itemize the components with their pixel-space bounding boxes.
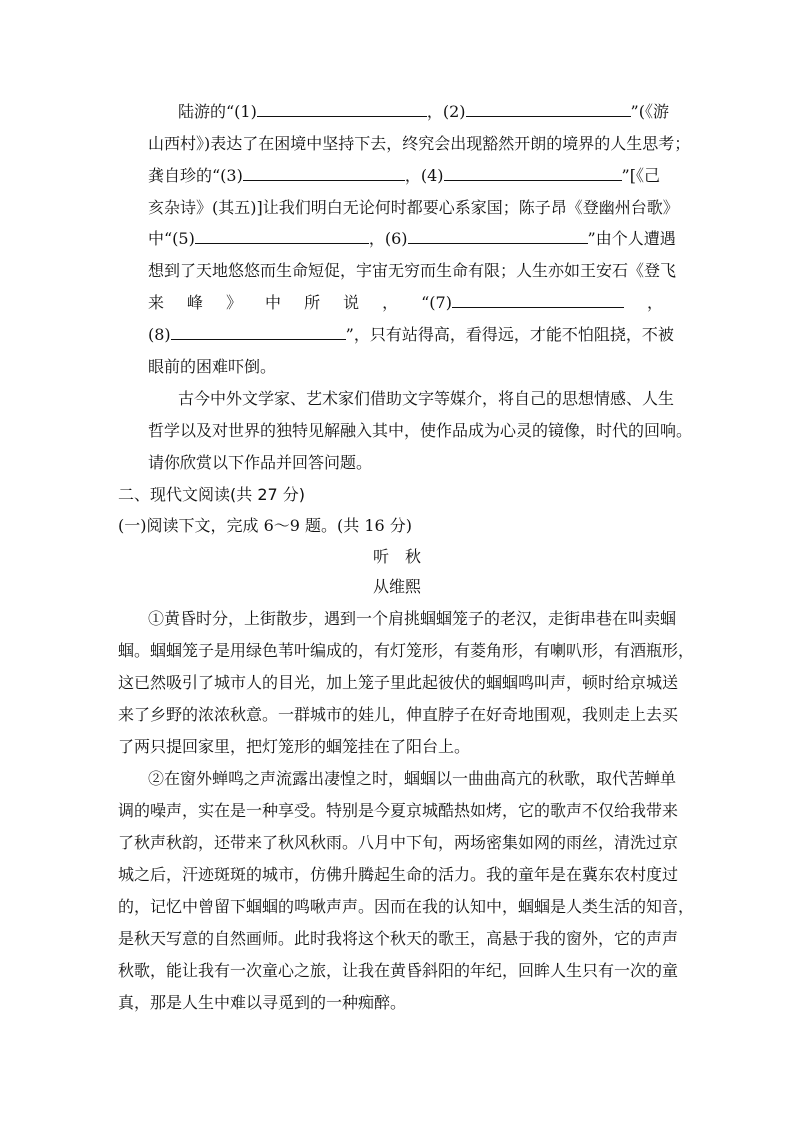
poetry-line-3 <box>148 166 660 186</box>
poetry-char: 来 <box>148 293 165 312</box>
poetry-char: ， <box>646 293 663 312</box>
article-title: 听 秋 <box>372 547 421 566</box>
answer-blank-6[interactable] <box>408 229 588 244</box>
poetry-text: 龚自珍的“(3) <box>148 166 243 185</box>
answer-blank-4[interactable] <box>444 166 622 181</box>
poetry-text: “(7) <box>421 293 452 312</box>
article-p2-line: 调的噪声，实在是一种享受。特别是今夏京城酷热如烤，它的歌声不仅给我带来 <box>118 801 679 820</box>
article-p2-line: ②在窗外蝉鸣之声流露出凄惶之时，蝈蝈以一曲曲高亢的秋歌，取代苦蝉单 <box>148 769 677 788</box>
article-p2-line: 的，记忆中曾留下蝈蝈的鸣啾声声。因而在我的认知中，蝈蝈是人类生活的知音， <box>118 897 695 916</box>
subsection-heading: (一)阅读下文，完成 6～9 题。(共 16 分) <box>118 516 413 535</box>
article-p1-line: 蝈。蝈蝈笼子是用绿色苇叶编成的，有灯笼形，有菱角形，有喇叭形，有酒瓶形， <box>118 641 695 660</box>
poetry-text: (8) <box>148 325 171 344</box>
answer-blank-5[interactable] <box>195 229 369 244</box>
poetry-char: ， <box>382 293 399 312</box>
answer-blank-7[interactable] <box>452 293 624 308</box>
article-p2-line: 真，那是人生中难以寻觅到的一种痴醉。 <box>118 993 407 1012</box>
poetry-line-9: 眼前的困难吓倒。 <box>148 357 277 376</box>
poetry-text: ”[《己 <box>621 166 660 185</box>
poetry-text: ”由个人遭遇 <box>587 229 676 248</box>
intro-line-3: 请你欣赏以下作品并回答问题。 <box>148 453 373 472</box>
poetry-char: 峰 <box>187 293 204 312</box>
poetry-text: ，(4) <box>404 166 444 185</box>
poetry-blank-group <box>421 293 624 313</box>
poetry-text: ，(6) <box>368 229 408 248</box>
article-p1-line: ①黄昏时分，上街散步，遇到一个肩挑蝈蝈笼子的老汉，走街串巷在叫卖蝈 <box>148 609 677 628</box>
article-author: 从维熙 <box>372 577 421 596</box>
article-p2-line: 了秋声秋韵，还带来了秋风秋雨。八月中下旬，两场密集如网的雨丝，清洗过京 <box>118 833 679 852</box>
poetry-text: ”(《游 <box>630 102 669 121</box>
poetry-char: 》 <box>226 293 243 312</box>
answer-blank-3[interactable] <box>243 166 405 181</box>
article-p2-line: 是秋天写意的自然画师。此时我将这个秋天的歌王，高悬于我的窗外，它的声声 <box>118 929 679 948</box>
poetry-char: 中 <box>265 293 282 312</box>
intro-line-2: 哲学以及对世界的独特见解融入其中，使作品成为心灵的镜像，时代的回响。 <box>148 421 693 440</box>
article-p1-line: 了两只提回家里，把灯笼形的蝈笼挂在了阳台上。 <box>118 737 471 756</box>
poetry-char: 说 <box>343 293 360 312</box>
poetry-line-6: 想到了天地悠悠而生命短促，宇宙无穷而生命有限；人生亦如王安石《登飞 <box>148 261 677 280</box>
poetry-line-4: 亥杂诗》(其五)]让我们明白无论何时都要心系家国；陈子昂《登幽州台歌》 <box>148 198 679 217</box>
article-p2-line: 城之后，汗迹斑斑的城市，仿佛升腾起生命的活力。我的童年是在冀东农村度过 <box>118 865 679 884</box>
article-p1-line: 来了乡野的浓浓秋意。一群城市的娃儿，伸直脖子在好奇地围观，我则走上去买 <box>118 705 679 724</box>
answer-blank-1[interactable] <box>257 102 427 117</box>
poetry-text: 中“(5) <box>148 229 195 248</box>
poetry-text: ，(2) <box>426 102 466 121</box>
poetry-line-8 <box>148 325 674 345</box>
poetry-text: ”，只有站得高，看得远，才能不怕阻挠，不被 <box>345 325 674 344</box>
answer-blank-8[interactable] <box>171 325 346 340</box>
poetry-char: 所 <box>304 293 321 312</box>
poetry-line-5 <box>148 229 676 249</box>
article-p2-line: 秋歌，能让我有一次童心之旅，让我在黄昏斜阳的年纪，回眸人生只有一次的童 <box>118 961 679 980</box>
intro-line-1: 古今中外文学家、艺术家们借助文字等媒介，将自己的思想情感、人生 <box>178 389 675 408</box>
poetry-line-7 <box>148 293 663 313</box>
poetry-line-2: 山西村》)表达了在困境中坚持下去，终究会出现豁然开朗的境界的人生思考； <box>148 134 691 153</box>
article-p1-line: 这已然吸引了城市人的目光，加上笼子里此起彼伏的蝈蝈鸣叫声，顿时给京城送 <box>118 673 679 692</box>
poetry-line-1 <box>178 102 669 122</box>
poetry-text: 陆游的“(1) <box>178 102 257 121</box>
section-heading: 二、现代文阅读(共 27 分) <box>118 485 306 504</box>
answer-blank-2[interactable] <box>466 102 631 117</box>
